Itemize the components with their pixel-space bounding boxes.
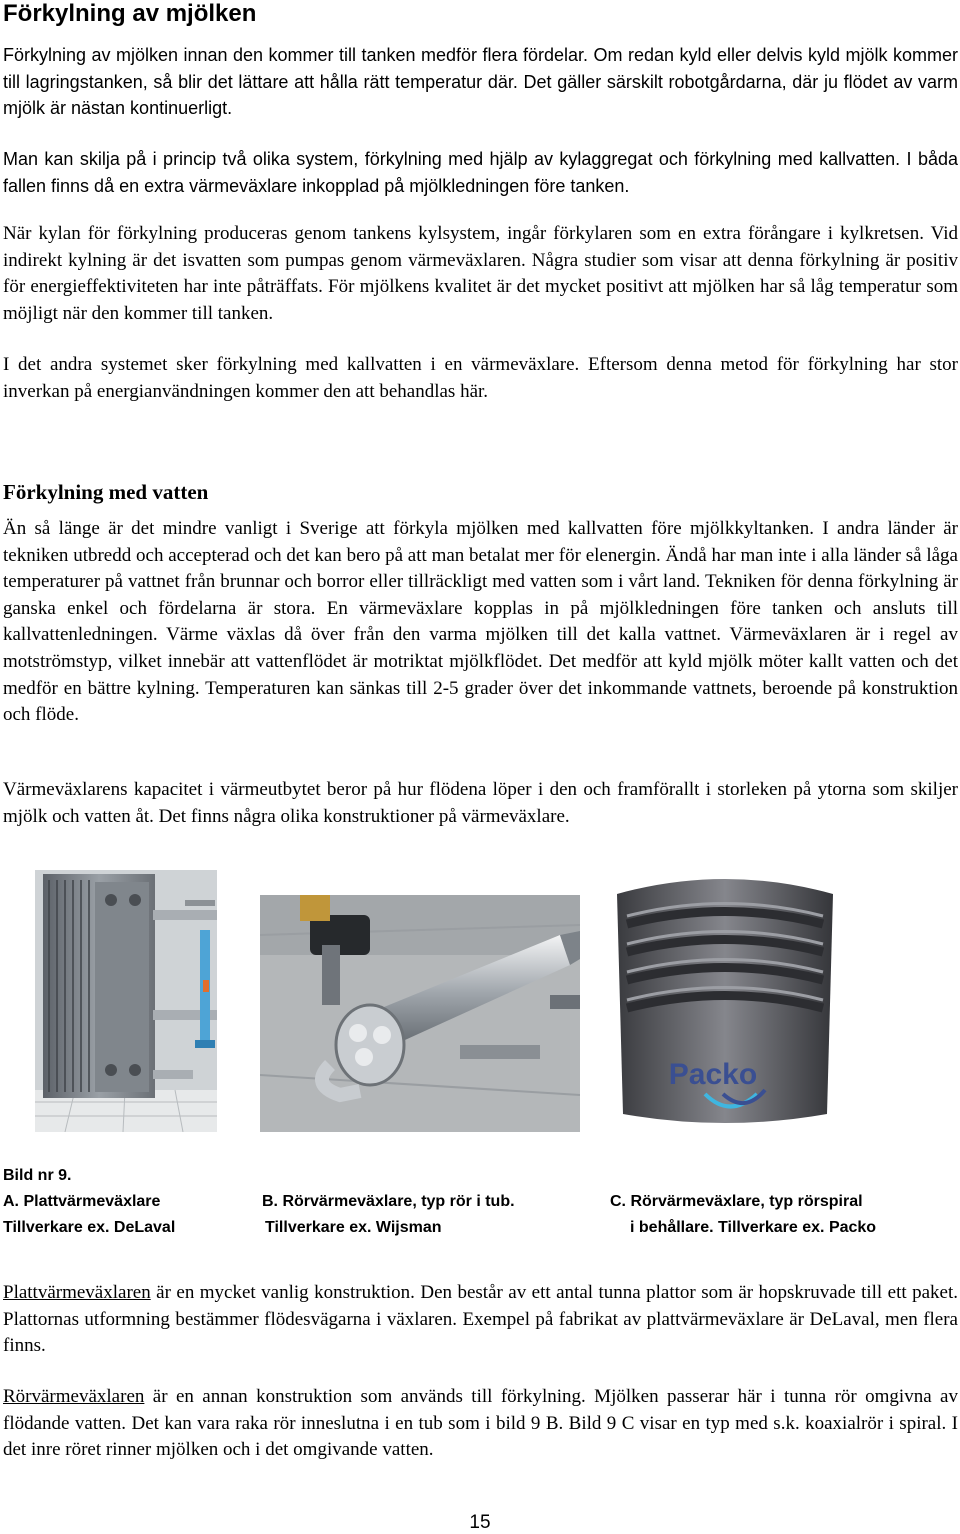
closing-text: är en mycket vanlig konstruktion. Den består av ett antal tunna plattor som är hopskruvade till ett paket. Plattornas utformning bestämmer flödesvägarna i växlaren. Exempel på fabrikat av plattvärmeväxlare är DeLaval, men flera finns. <box>3 1282 958 1357</box>
section-paragraph-2: Värmeväxlarens kapacitet i värmeutbytet beror på hur flödena löper i den och framförallt i storleken på ytorna som skiljer mjölk och vatten åt. Det finns några olika konstruktioner på värmeväxlare. <box>3 779 958 827</box>
closing-paragraph-2 <box>3 1384 958 1464</box>
page-title: Förkylning av mjölken <box>3 0 257 27</box>
body-paragraph-2: I det andra systemet sker förkylning med kallvatten i en värmeväxlare. Eftersom denna metod för förkylning har stor inverkan på energianvändningen kommer den att behandlas här. <box>3 354 958 402</box>
term-plattvarmevaxlaren: Plattvärmeväxlaren <box>3 1282 151 1303</box>
figure-caption-item-c <box>610 1189 876 1241</box>
figure-caption-title: A. Plattvärmeväxlare <box>3 1193 161 1210</box>
photo-tube-heat-exchanger <box>260 895 580 1132</box>
figure-caption-maker: Tillverkare ex. DeLaval <box>3 1219 176 1236</box>
figure-caption-item-b <box>262 1189 515 1241</box>
body-paragraph-1: När kylan för förkylning produceras genom tankens kylsystem, ingår förkylaren som en extra förångare i kylkretsen. Vid indirekt kylning är det isvatten som pumpas genom värmeväxlaren. Några studier som visar att denna förkylning är positiv för energieffektiviteten har inte påträffats. För mjölkens kvalitet är det mycket positivt att mjölken har så låg temperatur som möjligt när den kommer till tanken. <box>3 223 958 324</box>
closing-text: är en annan konstruktion som används till förkylning. Mjölken passerar här i tunna rör omgivna av flödande vatten. Det kan vara raka rör inneslutna i en tub som i bild 9 B. Bild 9 C visar en typ med s.k. koaxialrör i spiral. I det inre röret rinner mjölken och i det omgivande vatten. <box>3 1386 958 1461</box>
term-rorvarmevaxlaren: Rörvärmeväxlaren <box>3 1386 145 1407</box>
photo-spiral-heat-exchanger <box>605 864 845 1132</box>
figure-caption-label: Bild nr 9. <box>3 1167 72 1184</box>
intro-paragraph-2: Man kan skilja på i princip två olika system, förkylning med hjälp av kylaggregat och förkylning med kallvatten. I båda fallen finns då en extra värmeväxlare inkopplad på mjölkledningen före tanken. <box>3 149 958 196</box>
figure-caption-item-a <box>3 1189 175 1241</box>
figure-caption-title: B. Rörvärmeväxlare, typ rör i tub. <box>262 1193 515 1210</box>
figure-caption-maker: Tillverkare ex. Wijsman <box>265 1219 442 1236</box>
figure-caption-title: C. Rörvärmeväxlare, typ rörspiral <box>610 1193 863 1210</box>
photo-plate-heat-exchanger <box>35 870 217 1132</box>
figure-caption-maker: i behållare. Tillverkare ex. Packo <box>630 1219 877 1236</box>
packo-logo-text: Packo <box>668 1058 758 1091</box>
intro-paragraph-1: Förkylning av mjölken innan den kommer till tanken medför flera fördelar. Om redan kyld eller delvis kyld mjölk kommer till lagringstanken, så blir det lättare att hålla rätt temperatur där. Det gäller särskilt robotgårdarna, där ju flödet av varm mjölk är nästan kontinuerligt. <box>3 45 958 118</box>
page-number: 15 <box>469 1512 491 1533</box>
closing-paragraph-1 <box>3 1280 958 1360</box>
section-heading: Förkylning med vatten <box>3 480 209 504</box>
section-paragraph-1: Än så länge är det mindre vanligt i Sverige att förkyla mjölken med kallvatten före mjölkkyltanken. I andra länder är tekniken utbredd och accepterad och det kan bero på att man betalat mer för elenergin. Ändå har man inte i alla länder så låga temperaturer på vattnet från brunnar och borror eller tillräckligt med vatten som i vårt land. Tekniken för denna förkylning är ganska enkel och fördelarna är stora. En värmeväxlare kopplas in på mjölkledningen före tanken och ansluts till kallvattenledningen. Värme växlas då över från den varma mjölken till det kalla vattnet. Värmeväxlaren är i regel av motströmstyp, vilket innebär att vattenflödet är motriktat mjölkflödet. Det medför att kyld mjölk möter kallt vatten och det medför en bättre kylning. Temperaturen kan sänkas till 2-5 grader över det inkommande vattnets, beroende på konstruktion och flöde. <box>3 518 958 726</box>
figure-caption <box>3 1163 953 1236</box>
